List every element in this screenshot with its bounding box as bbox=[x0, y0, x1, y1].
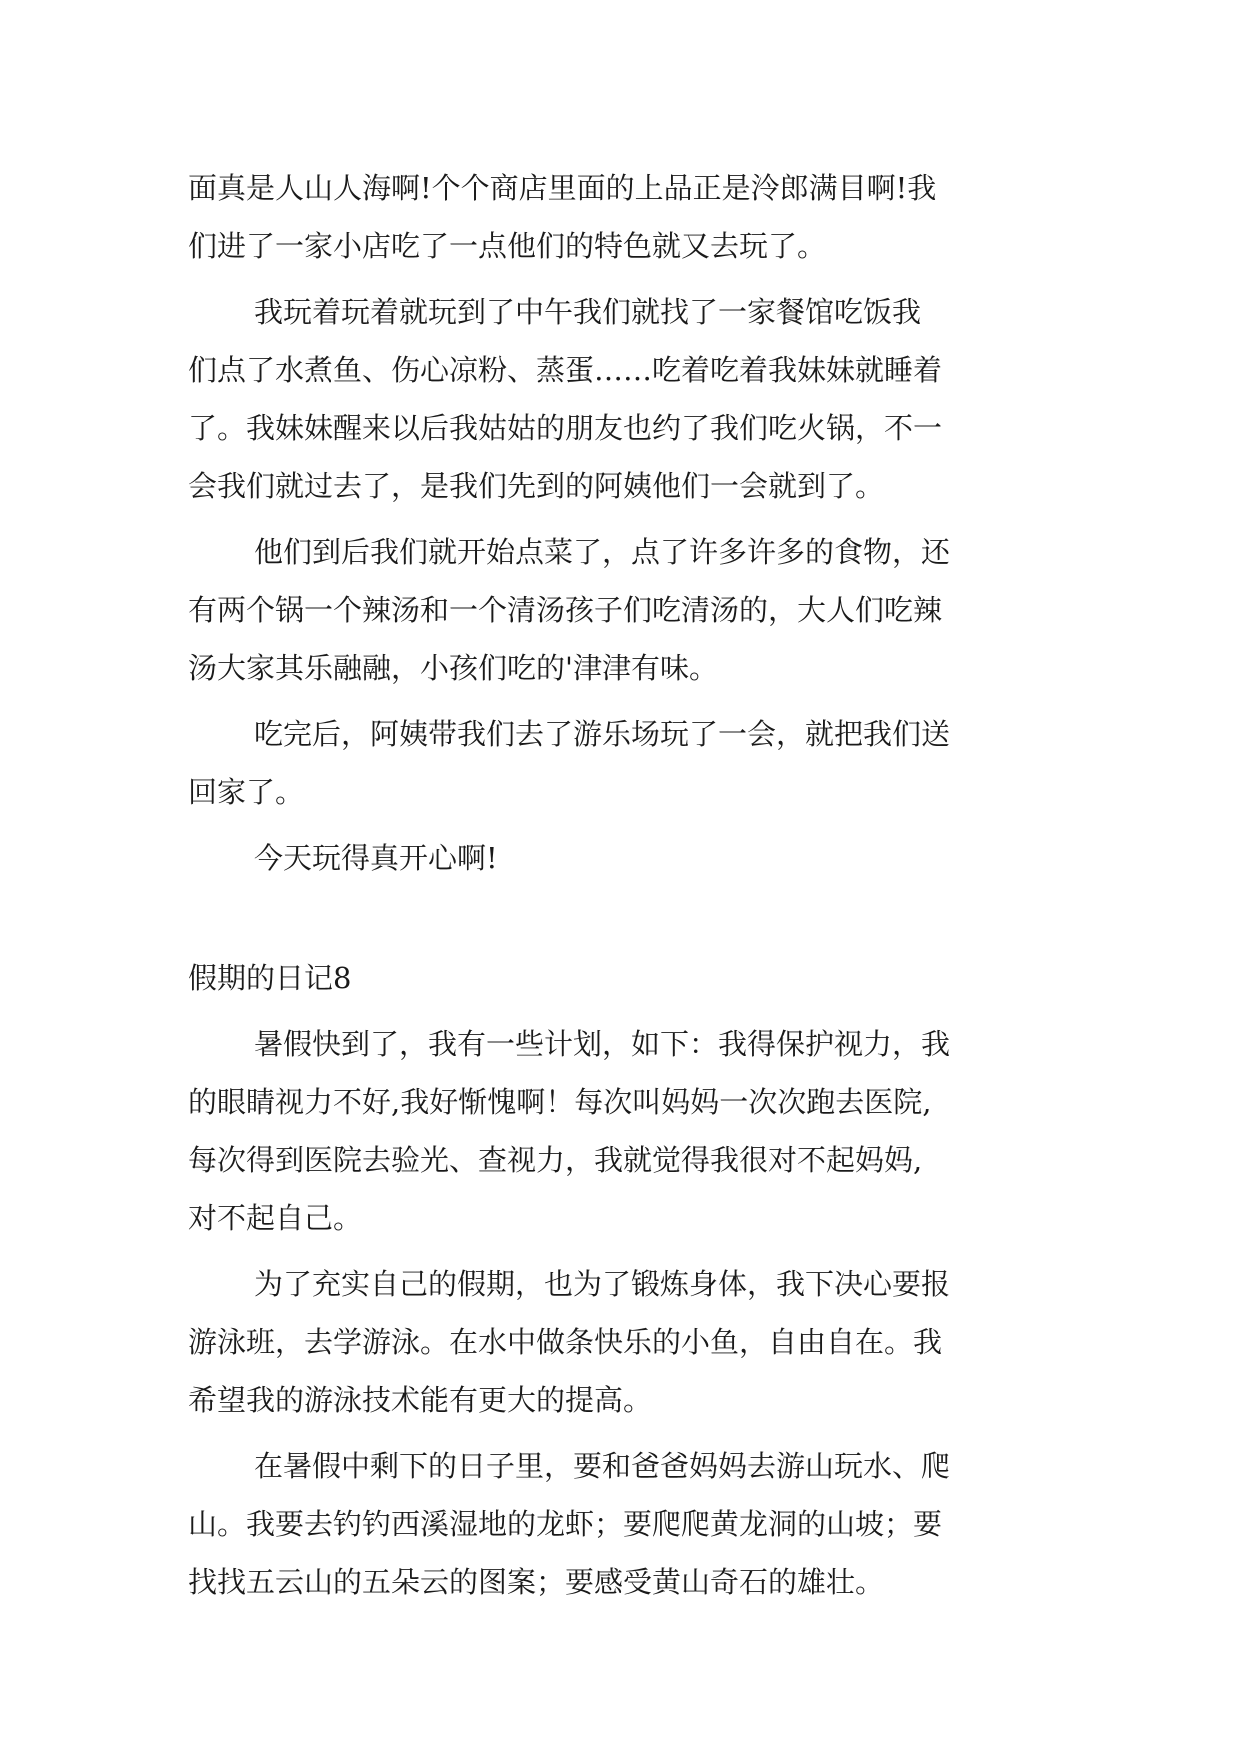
paragraph-line: 希望我的游泳技术能有更大的提高。 bbox=[188, 1383, 653, 1417]
paragraph-line: 们点了水煮鱼、伤心凉粉、蒸蛋……吃着吃着我妹妹就睡着 bbox=[188, 353, 943, 387]
section-title: 假期的日记8 bbox=[188, 961, 352, 995]
paragraph-line: 今天玩得真开心啊! bbox=[254, 841, 498, 875]
paragraph-line: 对不起自己。 bbox=[188, 1201, 363, 1235]
paragraph-line: 面真是人山人海啊!个个商店里面的上品正是泠郎满目啊!我 bbox=[188, 171, 937, 205]
paragraph-line: 回家了。 bbox=[188, 775, 305, 809]
paragraph-line: 有两个锅一个辣汤和一个清汤孩子们吃清汤的，大人们吃辣 bbox=[188, 593, 943, 627]
paragraph-line: 游泳班，去学游泳。在水中做条快乐的小鱼，自由自在。我 bbox=[188, 1325, 943, 1359]
paragraph-line: 在暑假中剩下的日子里，要和爸爸妈妈去游山玩水、爬 bbox=[254, 1449, 951, 1483]
paragraph-line: 暑假快到了，我有一些计划，如下：我得保护视力，我 bbox=[254, 1027, 951, 1061]
paragraph-line: 他们到后我们就开始点菜了，点了许多许多的食物，还 bbox=[254, 535, 951, 569]
paragraph-line: 山。我要去钓钓西溪湿地的龙虾；要爬爬黄龙洞的山坡；要 bbox=[188, 1507, 943, 1541]
paragraph-line: 了。我妹妹醒来以后我姑姑的朋友也约了我们吃火锅，不一 bbox=[188, 411, 943, 445]
paragraph-line: 们进了一家小店吃了一点他们的特色就又去玩了。 bbox=[188, 229, 827, 263]
paragraph-line: 我玩着玩着就玩到了中午我们就找了一家餐馆吃饭我 bbox=[254, 295, 922, 329]
paragraph-line: 汤大家其乐融融，小孩们吃的'津津有味。 bbox=[188, 651, 718, 685]
paragraph-line: 每次得到医院去验光、查视力，我就觉得我很对不起妈妈, bbox=[188, 1143, 923, 1177]
paragraph-line: 会我们就过去了，是我们先到的阿姨他们一会就到了。 bbox=[188, 469, 885, 503]
paragraph-line: 的眼睛视力不好,我好惭愧啊！每次叫妈妈一次次跑去医院, bbox=[188, 1085, 932, 1119]
paragraph-line: 找找五云山的五朵云的图案；要感受黄山奇石的雄壮。 bbox=[188, 1565, 885, 1599]
paragraph-line: 吃完后，阿姨带我们去了游乐场玩了一会，就把我们送 bbox=[254, 717, 951, 751]
paragraph-line: 为了充实自己的假期，也为了锻炼身体，我下决心要报 bbox=[254, 1267, 951, 1301]
